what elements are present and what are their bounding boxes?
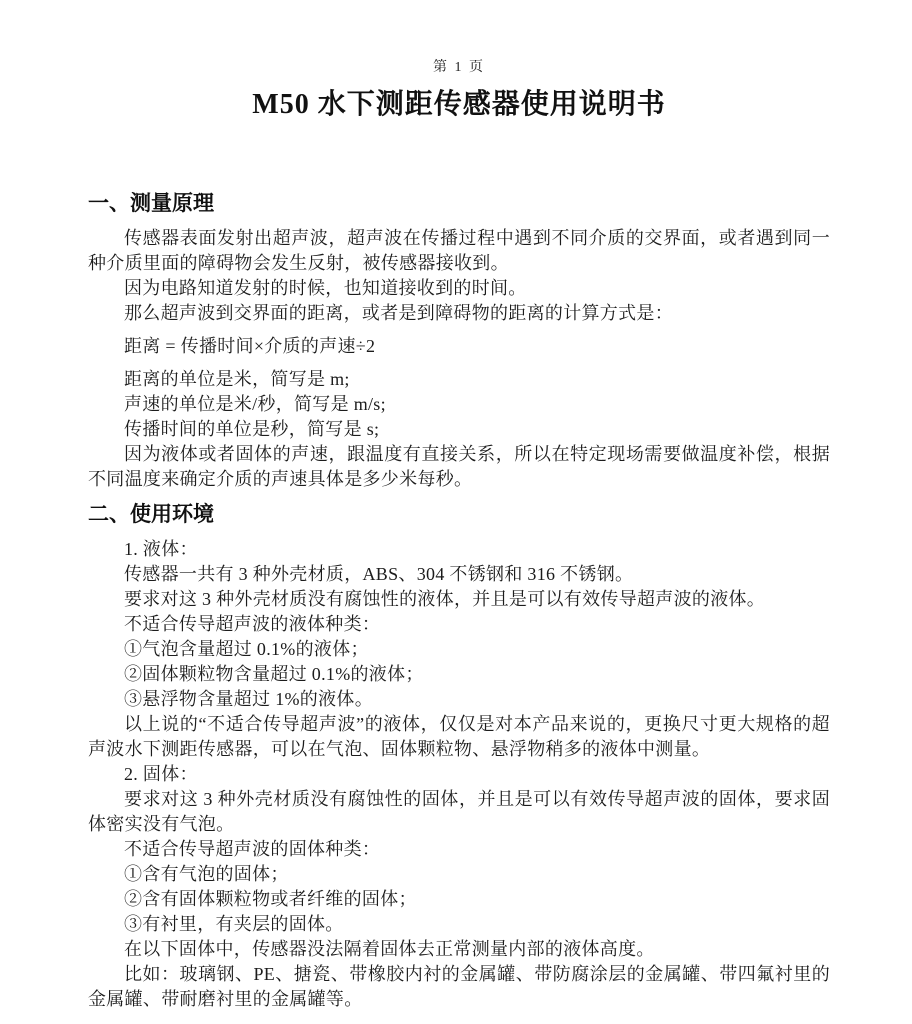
paragraph-distance-calc-intro: 那么超声波到交界面的距离，或者是到障碍物的距离的计算方式是： bbox=[124, 303, 673, 323]
list-item-liquid-title: 1. 液体： bbox=[124, 539, 198, 559]
page-number: 第 1 页 bbox=[433, 60, 485, 75]
paragraph-unit-time: 传播时间的单位是秒，简写是 s; bbox=[124, 419, 380, 439]
list-item-liquid-suspended: ③悬浮物含量超过 1%的液体。 bbox=[124, 689, 373, 709]
list-item-solid-bubbles: ①含有气泡的固体； bbox=[124, 864, 289, 884]
section-body-measurement-principle bbox=[88, 226, 830, 492]
paragraph-liquid-requirement: 要求对这 3 种外壳材质没有腐蚀性的液体，并且是可以有效传导超声波的液体。 bbox=[124, 589, 766, 609]
section-heading-usage-environment: 二、使用环境 bbox=[88, 502, 214, 526]
paragraph-unit-sound-speed: 声速的单位是米/秒，简写是 m/s; bbox=[124, 394, 386, 414]
paragraph-unsuitable-liquids-intro: 不适合传导超声波的液体种类： bbox=[124, 614, 381, 634]
formula-distance: 距离 = 传播时间×介质的声速÷2 bbox=[124, 336, 376, 356]
list-item-solid-lining: ③有衬里，有夹层的固体。 bbox=[124, 914, 344, 934]
list-item-solid-particles-fibers: ②含有固体颗粒物或者纤维的固体； bbox=[124, 889, 417, 909]
section-body-usage-environment bbox=[88, 537, 830, 1012]
paragraph-shell-materials: 传感器一共有 3 种外壳材质，ABS、304 不锈钢和 316 不锈钢。 bbox=[124, 564, 634, 584]
paragraph-circuit-timing: 因为电路知道发射的时候，也知道接收到的时间。 bbox=[124, 278, 527, 298]
paragraph-cannot-measure-through: 在以下固体中，传感器没法隔着固体去正常测量内部的液体高度。 bbox=[124, 939, 655, 959]
paragraph-temperature-compensation: 因为液体或者固体的声速，跟温度有直接关系，所以在特定现场需要做温度补偿，根据不同温度来确定介质的声速具体是多少米每秒。 bbox=[88, 444, 830, 489]
paragraph-solid-requirement: 要求对这 3 种外壳材质没有腐蚀性的固体，并且是可以有效传导超声波的固体，要求固体密实没有气泡。 bbox=[88, 789, 830, 834]
section-heading-measurement-principle: 一、测量原理 bbox=[88, 191, 214, 215]
document-title: M50 水下测距传感器使用说明书 bbox=[252, 89, 666, 120]
list-item-solid-title: 2. 固体： bbox=[124, 764, 198, 784]
list-item-liquid-particles: ②固体颗粒物含量超过 0.1%的液体； bbox=[124, 664, 424, 684]
paragraph-examples: 比如：玻璃钢、PE、搪瓷、带橡胶内衬的金属罐、带防腐涂层的金属罐、带四氟衬里的金属罐、带耐磨衬里的金属罐等。 bbox=[88, 964, 830, 1009]
paragraph-ultrasound-emission: 传感器表面发射出超声波，超声波在传播过程中遇到不同介质的交界面，或者遇到同一种介质里面的障碍物会发生反射，被传感器接收到。 bbox=[88, 228, 830, 273]
list-item-liquid-bubbles: ①气泡含量超过 0.1%的液体； bbox=[124, 639, 369, 659]
paragraph-unsuitable-solids-intro: 不适合传导超声波的固体种类： bbox=[124, 839, 381, 859]
paragraph-larger-sensor-note: 以上说的“不适合传导超声波”的液体，仅仅是对本产品来说的，更换尺寸更大规格的超声波水下测距传感器，可以在气泡、固体颗粒物、悬浮物稍多的液体中测量。 bbox=[88, 714, 830, 759]
paragraph-unit-distance: 距离的单位是米，简写是 m; bbox=[124, 369, 350, 389]
